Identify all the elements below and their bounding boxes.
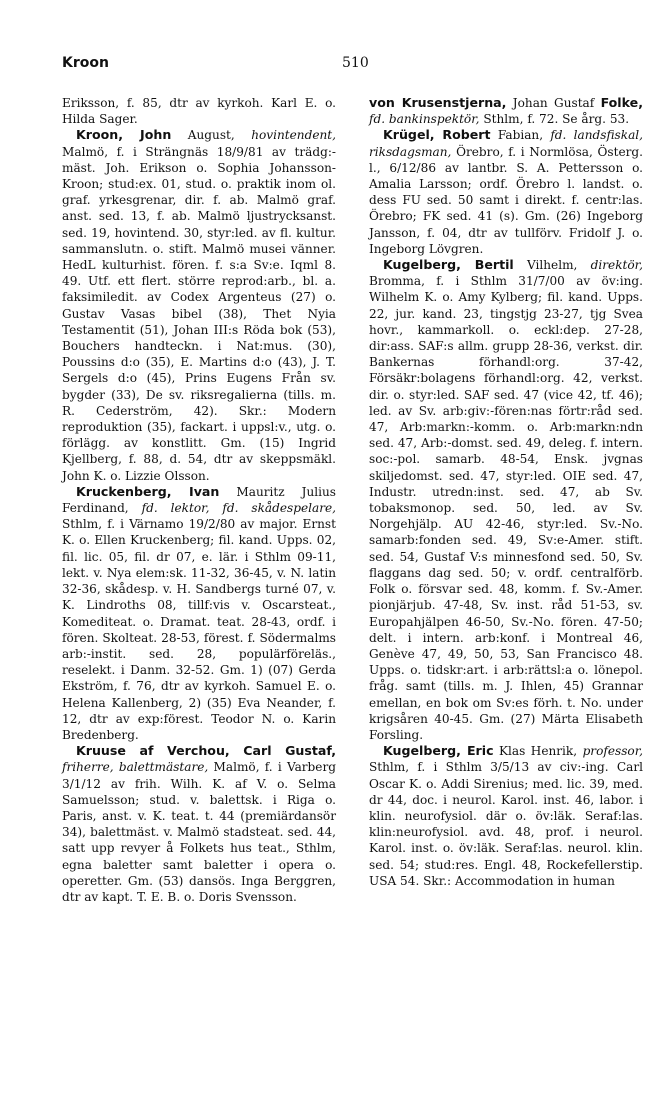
entry-given-names: Vilhelm, [513,258,591,273]
entry-text: Malmö, f. i Varberg 3/1/12 av frih. Wilh. K. af V. o. Selma Samuelsson; stud. v. balettsk. i Riga o. Paris, anst. v. K. teat. t. 44 (premiärdansör 34), balettmäst. v. Malmö stadsteat. sed. 44, satt upp revyer å Folkets hus teat., Sthlm, egna baletter samt baletter i opera o. operetter. Gm. (53) dansös. Inga Berggren, dtr av kapt. T. E. B. o. Doris Svensson. [62,760,336,904]
entry-kruuse-af-verchou [62,743,336,905]
entry-given-names: Fabian, [490,128,551,143]
entry-name: Kroon, John [76,127,172,143]
entry-text: Sthlm, f. i Sthlm 3/5/13 av civ:-ing. Carl Oscar K. o. Addi Sirenius; med. lic. 39, med. dr 44, doc. i neurol. Karol. inst. 46, labor. i klin. neurofysiol. där o. öv:läk. Seraf:las. klin:neurofysiol. avd. 48, prof. i neurol. Karol. inst. o. öv:läk. Seraf:las. neurol. klin. sed. 54; stud:res. Engl. 48, Rockefellerstip. USA 54. Skr.: Accommodation in human [369,760,643,888]
entry-continuation [62,95,336,127]
entry-von-krusenstjerna [369,95,643,127]
entry-given-names: Mauritz Julius Ferdinand, [62,484,336,516]
entry-given-names: Johan Gustaf [506,96,601,110]
entry-text: Malmö, f. i Strängnäs 18/9/81 av trädg:-mäst. Joh. Erikson o. Sophia Johansson-Kroon; stud:ex. 01, stud. o. praktik inom ol. graf. yrkesgrenar, dir. f. ab. Malmö graf. anst. sed. 13, f. ab. Malmö ljustrycksanst. sed. 19, hovintend. 30, styr:led. av fl. kultur. sammanslutn. o. stift. Malmö musei vänner. HedL kulturhist. fören. f. s:a Sv:e. Iqml 8. 49. Utf. ett flert. större reprod:arb., bl. a. faksimiledit. av Codex Argenteus (27) o. Gustav Vasas bibel (38), Thet Nyia Testamentit (51), Johan III:s Röda bok (53), Bouchers handteckn. i Nat:mus. (30), Poussins d:o (35), E. Martins d:o (43), J. T. Sergels d:o (45), Prins Eugens Från sv. bygder (33), De sv. riksregalierna (tills. m. R. Cederström, 42). Skr.: Modern reproduktion (35), fackart. i uppsl:v., utg. o. förlägg. av konstlitt. Gm. (15) Ingrid Kjellberg, f. 88, d. 54, dtr av skeppsmäkl. John K. o. Lizzie Olsson. [62,144,336,483]
entry-name: Kruckenberg, Ivan [76,483,220,499]
entry-title: direktör, [590,258,643,273]
left-column [62,95,336,905]
entry-kugelberg-eric [369,743,643,889]
entry-given-names: Klas Henrik, [493,744,583,759]
entry-given-names: August, [171,128,252,143]
entry-kugelberg-bertil [369,257,643,743]
entry-kruckenberg-ivan [62,484,336,743]
entry-text: Sthlm, f. 72. Se årg. 53. [479,112,630,127]
entry-name: Krügel, Robert [383,127,491,143]
entry-title: professor, [582,744,643,759]
entry-title: fd. bankinspektör, [369,112,480,127]
entry-krugel-robert [369,127,643,257]
page-number: 510 [342,55,369,71]
entry-title: fd. lektor, fd. skådespelare, [141,501,336,516]
entry-name: Kruuse af Verchou, Carl Gustaf, [76,743,336,759]
page-header [62,55,640,77]
entry-title: fd. landsfiskal, riksdagsman, [369,128,643,159]
entry-name: Kugelberg, Eric [383,743,494,759]
entry-title: hovintendent, [251,128,336,143]
entry-kroon-john [62,127,336,483]
entry-name: Kugelberg, Bertil [383,257,514,273]
entry-text: Örebro, f. i Normlösa, Österg. l., 6/12/86 av lantbr. S. A. Pettersson o. Amalia Larsson; ordf. Örebro l. landst. o. dess FU sed. 50 samt i direkt. f. centr:las. Örebro; FK sed. 41 (s). Gm. (26) Ingeborg Jansson, f. 04, dtr av tullförv. Fridolf J. o. Ingeborg Lövgren. [369,144,643,256]
entry-name: von Krusenstjerna, [369,95,507,110]
entry-text: Sthlm, f. i Värnamo 19/2/80 av major. Ernst K. o. Ellen Kruckenberg; fil. kand. Upps. 02, fil. lic. 05, fil. dr 07, e. lär. i Sthlm 09-11, lekt. v. Nya elem:sk. 11-32, 36-45, v. N. latin 32-36, skådesp. v. H. Sandbergs turné 07, v. K. Lindroths 08, tillf:vis v. Oscarsteat., Komediteat. o. Dramat. teat. 28-43, ordf. i fören. Skolteat. 28-53, förest. f. Södermalms arb:-instit. sed. 28, populärföreläs., reselekt. i Danm. 32-52. Gm. 1) (07) Gerda Ekström, f. 76, dtr av kyrkoh. Samuel E. o. Helena Kallenberg, 2) (35) Eva Neander, f. 12, dtr av exp:förest. Teodor N. o. Karin Bredenberg. [62,517,336,742]
running-head: Kroon [62,55,109,71]
right-column [369,95,643,889]
entry-text: Eriksson, f. 85, dtr av kyrkoh. Karl E. o. Hilda Sager. [62,96,336,127]
entry-name-continued: Folke, [600,95,643,110]
entry-title: friherre, balettmästare, [62,760,209,775]
entry-text: Bromma, f. i Sthlm 31/7/00 av öv:ing. Wilhelm K. o. Amy Kylberg; fil. kand. Upps. 22, jur. kand. 23, tingstjg 23-27, tjg Svea hovr., kammarkoll. o. eckl:dep. 27-28, dir:ass. SAF:s allm. grupp 28-36, verkst. dir. Bankernas förhandl:org. 37-42, Försäkr:bolagens förhandl:org. 42, verkst. dir. o. styr:led. SAF sed. 47 (vice 42, tf. 46); led. av Sv. arb:giv:-fören:nas förtr:råd sed. 47, Arb:markn:-komm. o. Arb:markn:ndn sed. 47, Arb:-domst. sed. 49, deleg. f. intern. soc:-pol. samarb. 48-54, Ensk. jvgnas skiljedomst. sed. 47, styr:led. OIE sed. 47, Industr. utredn:inst. sed. 47, ab Sv. tobaksmonop. sed. 50, led. av Sv. Norgehjälp. AU 42-46, styr:led. Sv.-No. samarb:fonden sed. 49, Sv:e-Amer. stift. sed. 54, Gustaf V:s minnesfond sed. 50, Sv. flaggans dag sed. 50; v. ordf. centralförb. Folk o. försvar sed. 48, komm. f. Sv.-Amer. pionjärjub. 47-48, Sv. inst. råd 51-53, sv. Europahjälpen 46-50, Sv.-No. fören. 47-50; delt. i intern. arb:konf. i Montreal 46, Genève 47, 49, 50, 53, San Francisco 48. Upps. o. tidskr:art. i arb:rättsl:a o. lönepol. fråg. samt (tills. m. J. Ihlen, 45) Grannar emellan, en bok om Sv:es förh. t. No. under krigsåren 40-45. Gm. (27) Märta Elisabeth Forsling. [369,274,643,742]
